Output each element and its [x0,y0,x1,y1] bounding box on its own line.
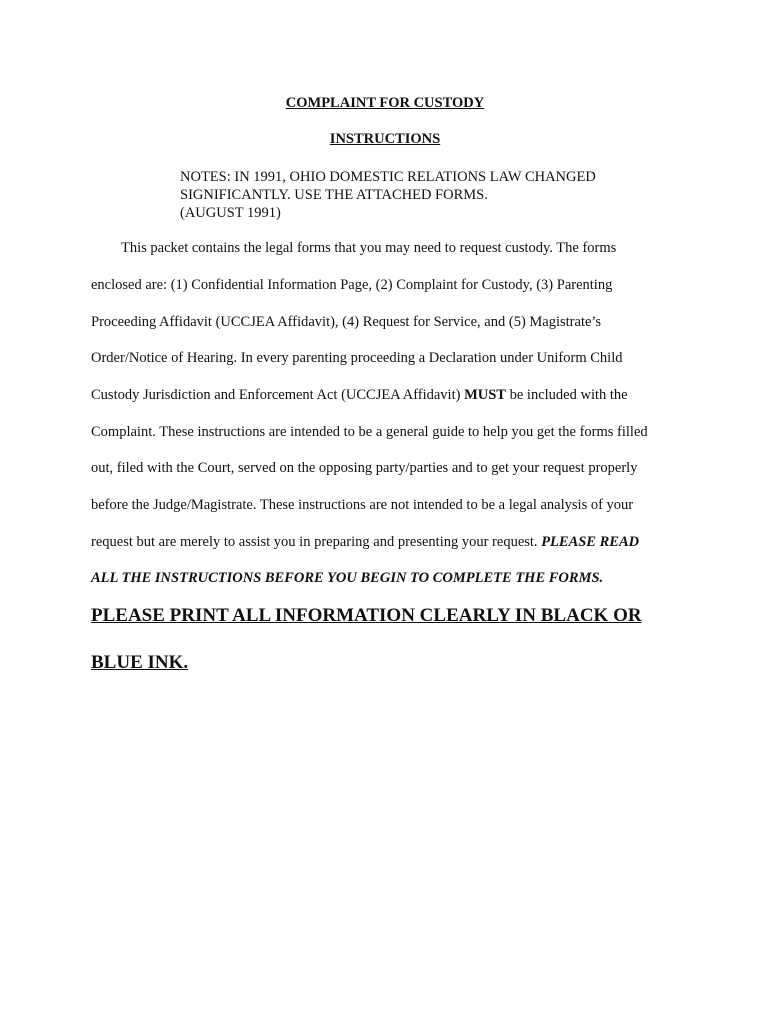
body-text: be included with the [505,387,628,403]
notes-block [180,168,596,222]
body-line: Complaint. These instructions are intended to be a general guide to help you get the forms filled [91,424,648,440]
body-text: request but are merely to assist you in preparing and presenting your request. [91,534,542,550]
please-read-emphasis: PLEASE READ [541,534,640,550]
notes-line: NOTES: IN 1991, OHIO DOMESTIC RELATIONS LAW CHANGED [180,169,596,185]
print-notice-line: PLEASE PRINT ALL INFORMATION CLEARLY IN BLACK OR [91,605,642,626]
print-notice-line: BLUE INK. [91,652,189,673]
body-line: This packet contains the legal forms that you may need to request custody. The forms [121,240,617,256]
body-line [91,534,639,551]
body-line-emphasis: ALL THE INSTRUCTIONS BEFORE YOU BEGIN TO COMPLETE THE FORMS. [91,570,604,586]
body-line: Order/Notice of Hearing. In every parenting proceeding a Declaration under Uniform Child [91,350,623,366]
body-line [91,387,628,404]
notes-line: (AUGUST 1991) [180,205,281,221]
body-line: enclosed are: (1) Confidential Information Page, (2) Complaint for Custody, (3) Parenting [91,277,613,293]
must-emphasis: MUST [464,387,506,403]
document-subtitle: INSTRUCTIONS [329,131,441,147]
notes-line: SIGNIFICANTLY. USE THE ATTACHED FORMS. [180,187,488,203]
body-line: Proceeding Affidavit (UCCJEA Affidavit), (4) Request for Service, and (5) Magistrate’s [91,314,602,330]
body-line: before the Judge/Magistrate. These instructions are not intended to be a legal analysis of your [91,497,634,513]
body-text: Custody Jurisdiction and Enforcement Act (UCCJEA Affidavit) [91,387,465,403]
document-title: COMPLAINT FOR CUSTODY [285,95,485,111]
body-line: out, filed with the Court, served on the opposing party/parties and to get your request properly [91,460,638,476]
